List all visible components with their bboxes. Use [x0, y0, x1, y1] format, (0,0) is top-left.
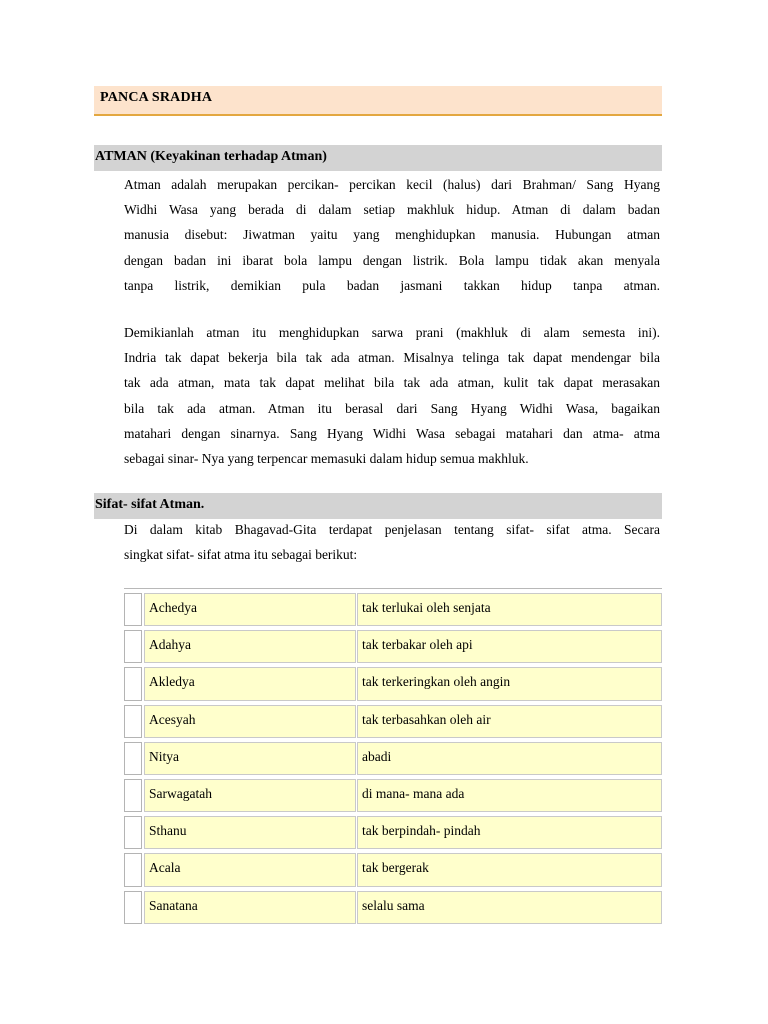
table-row-marker-cell: [124, 630, 142, 663]
table-row: [124, 887, 662, 924]
table-term: Akledya: [149, 674, 195, 690]
table-term-cell: [144, 891, 356, 924]
page-title: PANCA SRADHA: [100, 90, 213, 105]
table-meaning-cell: [357, 853, 662, 886]
table-meaning: tak terbasahkan oleh air: [362, 711, 491, 727]
text-line: manusia disebut: Jiwatman yaitu yang menghidupkan manusia. Hubungan atman: [124, 227, 660, 243]
table-meaning: abadi: [362, 748, 392, 764]
table-meaning: tak berpindah- pindah: [362, 823, 481, 839]
table-row: [124, 812, 662, 849]
text-line: sebagai sinar- Nya yang terpencar memasuki dalam hidup semua makhluk.: [124, 450, 529, 466]
table-meaning: tak terkeringkan oleh angin: [362, 674, 511, 690]
text-line: dengan badan ini ibarat bola lampu dengan listrik. Bola lampu tidak akan menyala: [124, 252, 660, 268]
table-row-marker-cell: [124, 593, 142, 626]
text-line: Atman adalah merupakan percikan- percikan kecil (halus) dari Brahman/ Sang Hyang: [124, 177, 660, 192]
atman-paragraph-1: [124, 172, 660, 298]
table-term-cell: [144, 816, 356, 849]
text-line: tanpa listrik, demikian pula badan jasmani takkan hidup tanpa atman.: [124, 277, 660, 293]
table-row-marker-cell: [124, 705, 142, 738]
table-term: Achedya: [149, 600, 197, 615]
table-row-marker-cell: [124, 816, 142, 849]
table-meaning-cell: [357, 816, 662, 849]
sifat-atman-table: [124, 588, 662, 924]
table-meaning-cell: [357, 593, 662, 626]
text-line: Indria tak dapat bekerja bila tak ada atman. Misalnya telinga tak dapat mendengar bila: [124, 350, 660, 366]
table-row: [124, 775, 662, 812]
text-line: matahari dengan sinarnya. Sang Hyang Widhi Wasa sebagai matahari dan atma- atma: [124, 425, 660, 441]
title-bar: [94, 86, 662, 116]
table-row-marker-cell: [124, 742, 142, 775]
table-term: Acesyah: [149, 711, 196, 727]
table-meaning: di mana- mana ada: [362, 785, 465, 801]
table-term-cell: [144, 630, 356, 663]
section-heading-sifat: [94, 493, 662, 519]
table-term: Sarwagatah: [149, 785, 212, 801]
table-meaning-cell: [357, 742, 662, 775]
atman-paragraph-2: [124, 320, 660, 471]
table-term: Nitya: [149, 748, 179, 764]
table-row: [124, 626, 662, 663]
table-meaning: selalu sama: [362, 897, 425, 913]
text-line: singkat sifat- sifat atma itu sebagai berikut:: [124, 547, 358, 563]
table-row-marker-cell: [124, 779, 142, 812]
table-meaning-cell: [357, 705, 662, 738]
table-term: Adahya: [149, 637, 191, 653]
table-row-marker-cell: [124, 891, 142, 924]
table-term-cell: [144, 853, 356, 886]
table-meaning-cell: [357, 779, 662, 812]
table-term-cell: [144, 667, 356, 700]
text-line: tak ada atman, mata tak dapat melihat bila tak ada atman, kulit tak dapat merasakan: [124, 375, 660, 391]
table-row: [124, 738, 662, 775]
table-meaning-cell: [357, 891, 662, 924]
table-term: Acala: [149, 860, 181, 876]
section-heading-atman: [94, 145, 662, 171]
section-heading-atman-text: ATMAN (Keyakinan terhadap Atman): [95, 149, 327, 164]
table-row-marker-cell: [124, 853, 142, 886]
table-row: [124, 589, 662, 626]
text-line: bila tak ada atman. Atman itu berasal dari Sang Hyang Widhi Wasa, bagaikan: [124, 400, 660, 416]
table-term-cell: [144, 593, 356, 626]
table-row-marker-cell: [124, 667, 142, 700]
table-term: Sthanu: [149, 823, 187, 839]
table-meaning: tak bergerak: [362, 860, 429, 876]
table-row: [124, 849, 662, 886]
table-term-cell: [144, 742, 356, 775]
table-row: [124, 701, 662, 738]
table-row: [124, 663, 662, 700]
sifat-intro-paragraph: [124, 517, 660, 567]
table-meaning-cell: [357, 667, 662, 700]
table-term-cell: [144, 779, 356, 812]
table-meaning: tak terbakar oleh api: [362, 637, 473, 653]
text-line: Di dalam kitab Bhagavad-Gita terdapat penjelasan tentang sifat- sifat atma. Secara: [124, 522, 660, 537]
text-line: Demikianlah atman itu menghidupkan sarwa prani (makhluk di alam semesta ini).: [124, 325, 660, 340]
text-line: Widhi Wasa yang berada di dalam setiap makhluk hidup. Atman di dalam badan: [124, 202, 660, 218]
section-heading-sifat-text: Sifat- sifat Atman.: [95, 497, 205, 512]
table-term-cell: [144, 705, 356, 738]
table-meaning-cell: [357, 630, 662, 663]
table-meaning: tak terlukai oleh senjata: [362, 600, 491, 615]
table-term: Sanatana: [149, 897, 198, 913]
